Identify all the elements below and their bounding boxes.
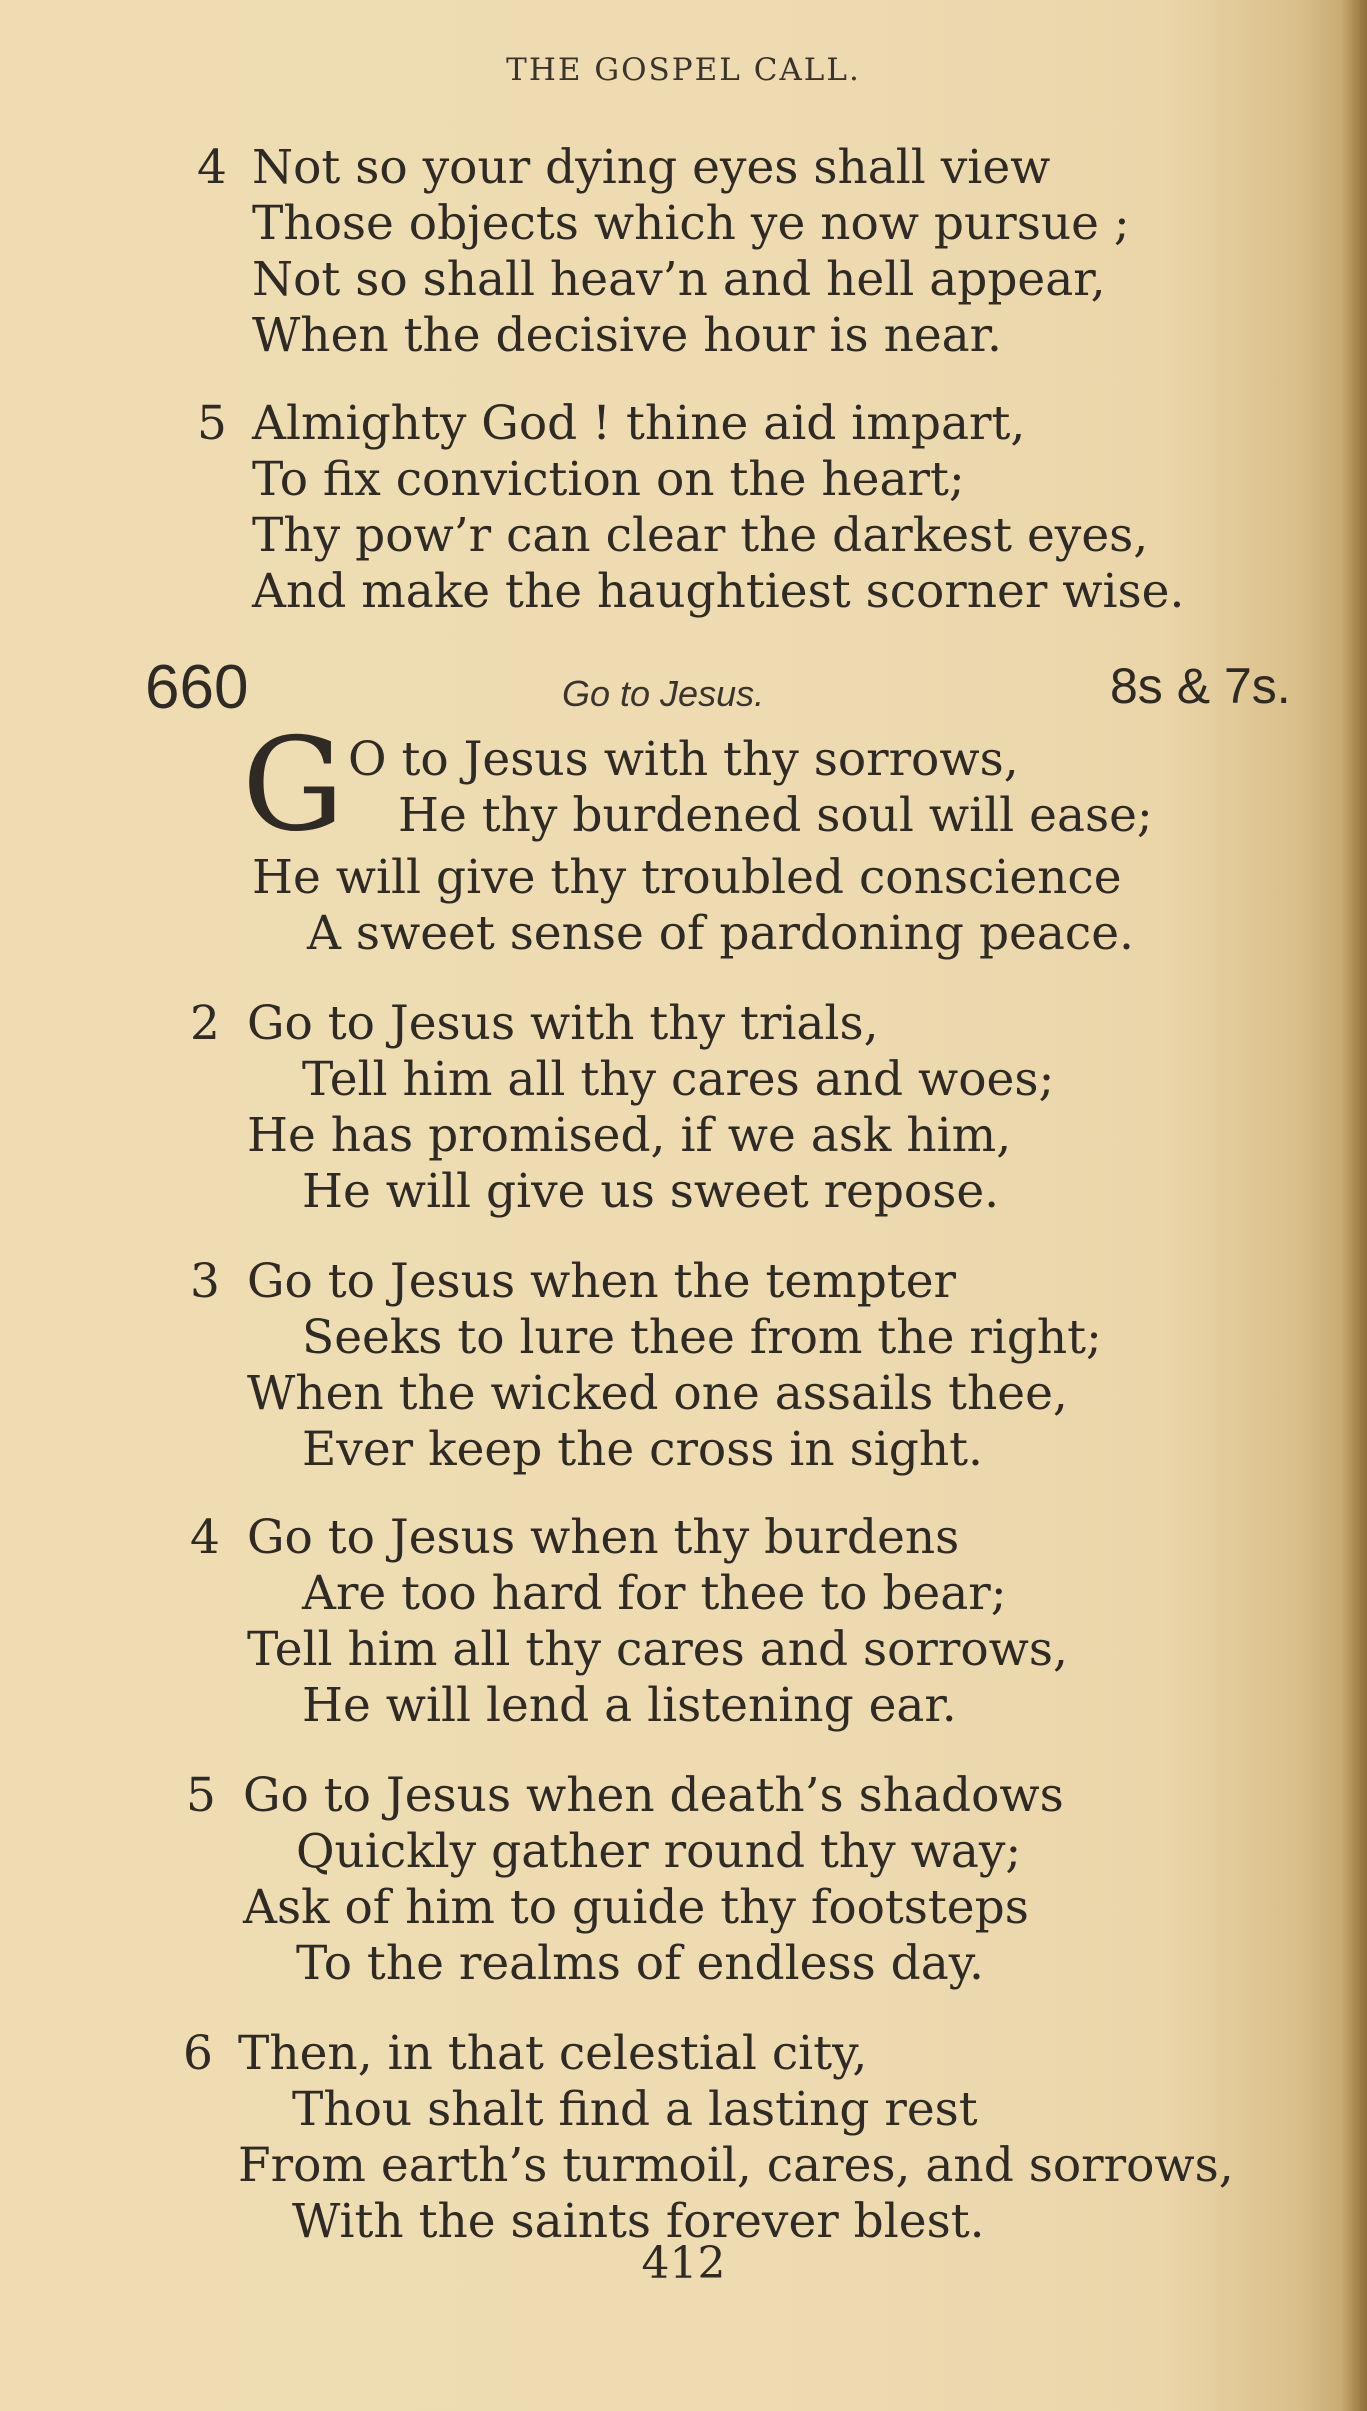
verse-line: Not so shall heav’n and hell appear,: [252, 252, 1106, 307]
verse-line: He has promised, if we ask him,: [247, 1108, 1012, 1163]
stanza-number: 6: [183, 2026, 213, 2081]
verse-line: And make the haughtiest scorner wise.: [252, 564, 1185, 619]
verse-line: Thy pow’r can clear the darkest eyes,: [252, 508, 1149, 563]
verse-line: To the realms of endless day.: [296, 1936, 984, 1991]
verse-line: Ever keep the cross in sight.: [302, 1422, 983, 1477]
verse-line: He will lend a listening ear.: [302, 1678, 957, 1733]
stanza-number: 5: [197, 396, 227, 451]
verse-line: To fix conviction on the heart;: [252, 452, 965, 507]
verse-line: He will give us sweet repose.: [302, 1164, 1000, 1219]
verse-line: Go to Jesus when thy burdens: [247, 1510, 960, 1565]
stanza-number: 4: [190, 1510, 220, 1565]
verse-line: Go to Jesus when death’s shadows: [243, 1768, 1064, 1823]
verse-line: Ask of him to guide thy footsteps: [243, 1880, 1029, 1935]
verse-line: Go to Jesus with thy trials,: [247, 996, 879, 1051]
hymn-title: Go to Jesus.: [562, 673, 765, 714]
verse-line: A sweet sense of pardoning peace.: [307, 906, 1134, 961]
verse-line: Those objects which ye now pursue ;: [252, 196, 1130, 251]
page-number: 412: [641, 2238, 726, 2289]
verse-line: O to Jesus with thy sorrows,: [348, 732, 1019, 787]
verse-line: Are too hard for thee to bear;: [302, 1566, 1007, 1621]
page-edge: [1341, 0, 1367, 2411]
verse-line: Go to Jesus when the tempter: [247, 1254, 956, 1309]
verse-line: Tell him all thy cares and woes;: [302, 1052, 1055, 1107]
drop-cap: G: [242, 711, 345, 860]
verse-line: When the wicked one assails thee,: [247, 1366, 1068, 1421]
stanza-number: 3: [190, 1254, 220, 1309]
verse-line: From earth’s turmoil, cares, and sorrows,: [238, 2138, 1234, 2193]
stanza-number: 4: [197, 140, 227, 195]
verse-line: With the saints forever blest.: [292, 2194, 985, 2249]
verse-line: Then, in that celestial city,: [238, 2026, 868, 2081]
verse-line: Almighty God ! thine aid impart,: [252, 396, 1026, 451]
verse-line: He will give thy troubled conscience: [252, 850, 1122, 905]
verse-line: Not so your dying eyes shall view: [252, 140, 1051, 195]
verse-line: Tell him all thy cares and sorrows,: [247, 1622, 1068, 1677]
verse-line: He thy burdened soul will ease;: [398, 788, 1153, 843]
verse-line: Seeks to lure thee from the right;: [302, 1310, 1102, 1365]
verse-line: Thou shalt find a lasting rest: [292, 2082, 978, 2137]
hymn-meter: 8s & 7s.: [1110, 658, 1291, 714]
verse-line: Quickly gather round thy way;: [296, 1824, 1022, 1879]
running-head: THE GOSPEL CALL.: [506, 52, 861, 88]
stanza-number: 2: [190, 996, 220, 1051]
hymn-number: 660: [145, 653, 249, 722]
verse-line: When the decisive hour is near.: [252, 308, 1002, 363]
stanza-number: 5: [186, 1768, 216, 1823]
